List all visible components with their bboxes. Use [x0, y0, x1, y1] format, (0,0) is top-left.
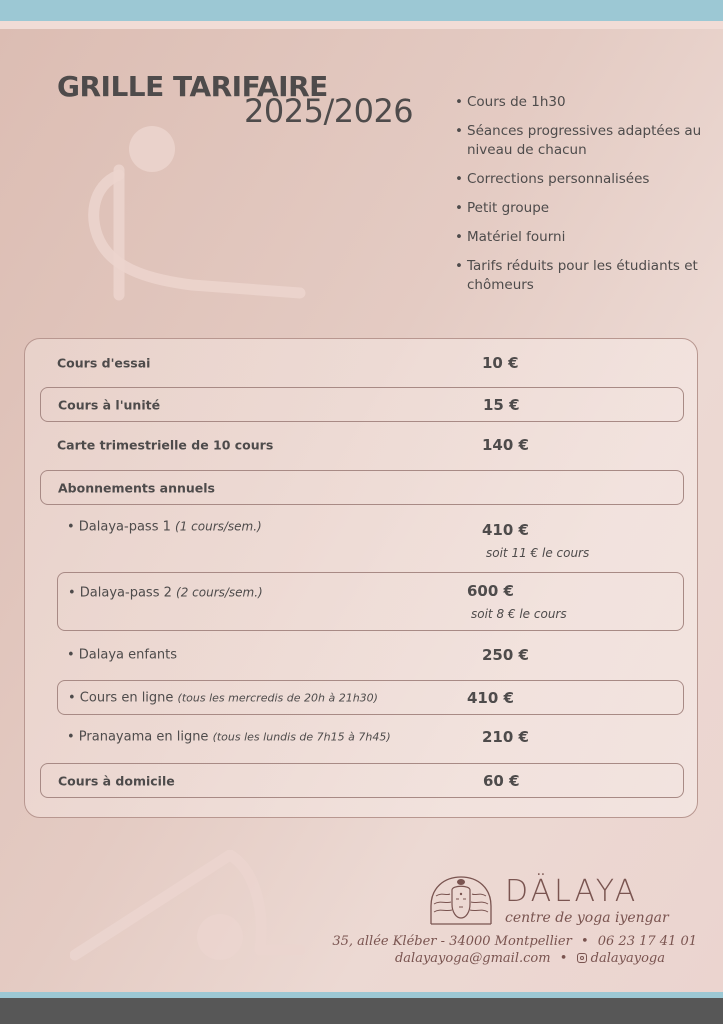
watermark-arm: [94, 175, 300, 293]
bullet-icon: •: [455, 123, 463, 139]
feature-item: • Petit groupe: [455, 200, 550, 216]
feature-item: • Tarifs réduits pour les étudiants et chômeurs: [455, 258, 698, 293]
watermark-arm-leg: [75, 855, 300, 955]
price-table: [24, 338, 698, 818]
row-label: • Dalaya enfants: [67, 647, 178, 663]
brand-tagline: centre de yoga iyengar: [505, 910, 669, 926]
row-label: • Dalaya-pass 1 (1 cours/sem.): [67, 519, 262, 535]
row-price: 410 €: [467, 688, 514, 707]
row-price: 60 €: [483, 771, 520, 790]
yoga-figure-watermark-top: [72, 120, 317, 305]
price-row-pass1: [40, 515, 682, 563]
price-row-home: [40, 763, 684, 798]
per-class-price: soit 11 € le cours: [486, 546, 590, 560]
row-label: Cours d'essai: [57, 355, 151, 371]
page-title: GRILLE TARIFAIRE: [57, 70, 328, 103]
price-row-pass2: [57, 572, 684, 631]
feature-item: • Matériel fourni: [455, 229, 566, 245]
separator-dot: •: [580, 934, 589, 949]
address: 35, allée Kléber - 34000 Montpellier: [332, 934, 572, 949]
contact-address-line: [332, 934, 697, 949]
price-row-quarterly: [40, 431, 682, 459]
row-note: (2 cours/sem.): [176, 585, 263, 600]
bullet-icon: •: [455, 94, 463, 110]
email-link[interactable]: dalayayoga@gmail.com: [394, 951, 551, 966]
watermark-head: [129, 126, 175, 172]
section-annual-subscriptions: [40, 470, 684, 505]
bottom-dark-bar: [0, 998, 723, 1024]
row-price: 210 €: [482, 728, 529, 746]
row-note: (1 cours/sem.): [175, 519, 262, 534]
price-row-pranayama: [40, 723, 682, 751]
separator-dot: •: [559, 951, 568, 966]
row-price: 410 €: [482, 521, 529, 539]
contact-online-line: [395, 951, 665, 966]
watermark-head: [197, 914, 243, 960]
top-accent-band: [0, 0, 723, 21]
season-year: 2025/2026: [244, 92, 414, 130]
feature-item: • Corrections personnalisées: [455, 171, 650, 187]
row-price: 15 €: [483, 395, 520, 414]
price-row-single: [40, 387, 684, 422]
section-heading: Abonnements annuels: [58, 480, 215, 495]
row-label: Cours à l'unité: [58, 397, 161, 412]
row-label: • Cours en ligne (tous les mercredis de 20h à 21h30): [68, 690, 378, 705]
row-price: 600 €: [467, 582, 514, 600]
phone-number[interactable]: 06 23 17 41 01: [597, 934, 697, 949]
row-note: (tous les lundis de 7h15 à 7h45): [212, 730, 391, 744]
bullet-icon: •: [455, 200, 463, 216]
row-label: • Dalaya-pass 2 (2 cours/sem.): [68, 585, 263, 601]
bullet-icon: •: [455, 229, 463, 245]
row-label: Cours à domicile: [58, 773, 175, 788]
row-label: Carte trimestrielle de 10 cours: [57, 437, 274, 453]
feature-item: • Séances progressives adaptées au niveau de chacun: [455, 123, 702, 158]
row-price: 250 €: [482, 646, 529, 664]
instagram-handle[interactable]: dalayayoga: [590, 951, 665, 966]
row-note: (tous les mercredis de 20h à 21h30): [177, 691, 378, 704]
price-row-kids: [40, 641, 682, 669]
per-class-price: soit 8 € le cours: [471, 607, 567, 621]
bullet-icon: •: [455, 171, 463, 187]
brand-name: DÄLAYA: [505, 874, 639, 909]
features-list: [455, 93, 715, 305]
price-row-online: [57, 680, 684, 715]
top-accent-strip: [0, 21, 723, 29]
bullet-icon: •: [455, 258, 463, 274]
buddha-logo-icon: [428, 874, 494, 926]
row-price: 140 €: [482, 436, 529, 454]
row-price: 10 €: [482, 354, 519, 372]
row-label: • Pranayama en ligne (tous les lundis de 7h15 à 7h45): [67, 729, 391, 745]
feature-item: • Cours de 1h30: [455, 94, 566, 110]
price-row-trial: [40, 349, 682, 377]
yoga-figure-watermark-bottom: [70, 850, 320, 970]
instagram-icon: [577, 953, 587, 963]
